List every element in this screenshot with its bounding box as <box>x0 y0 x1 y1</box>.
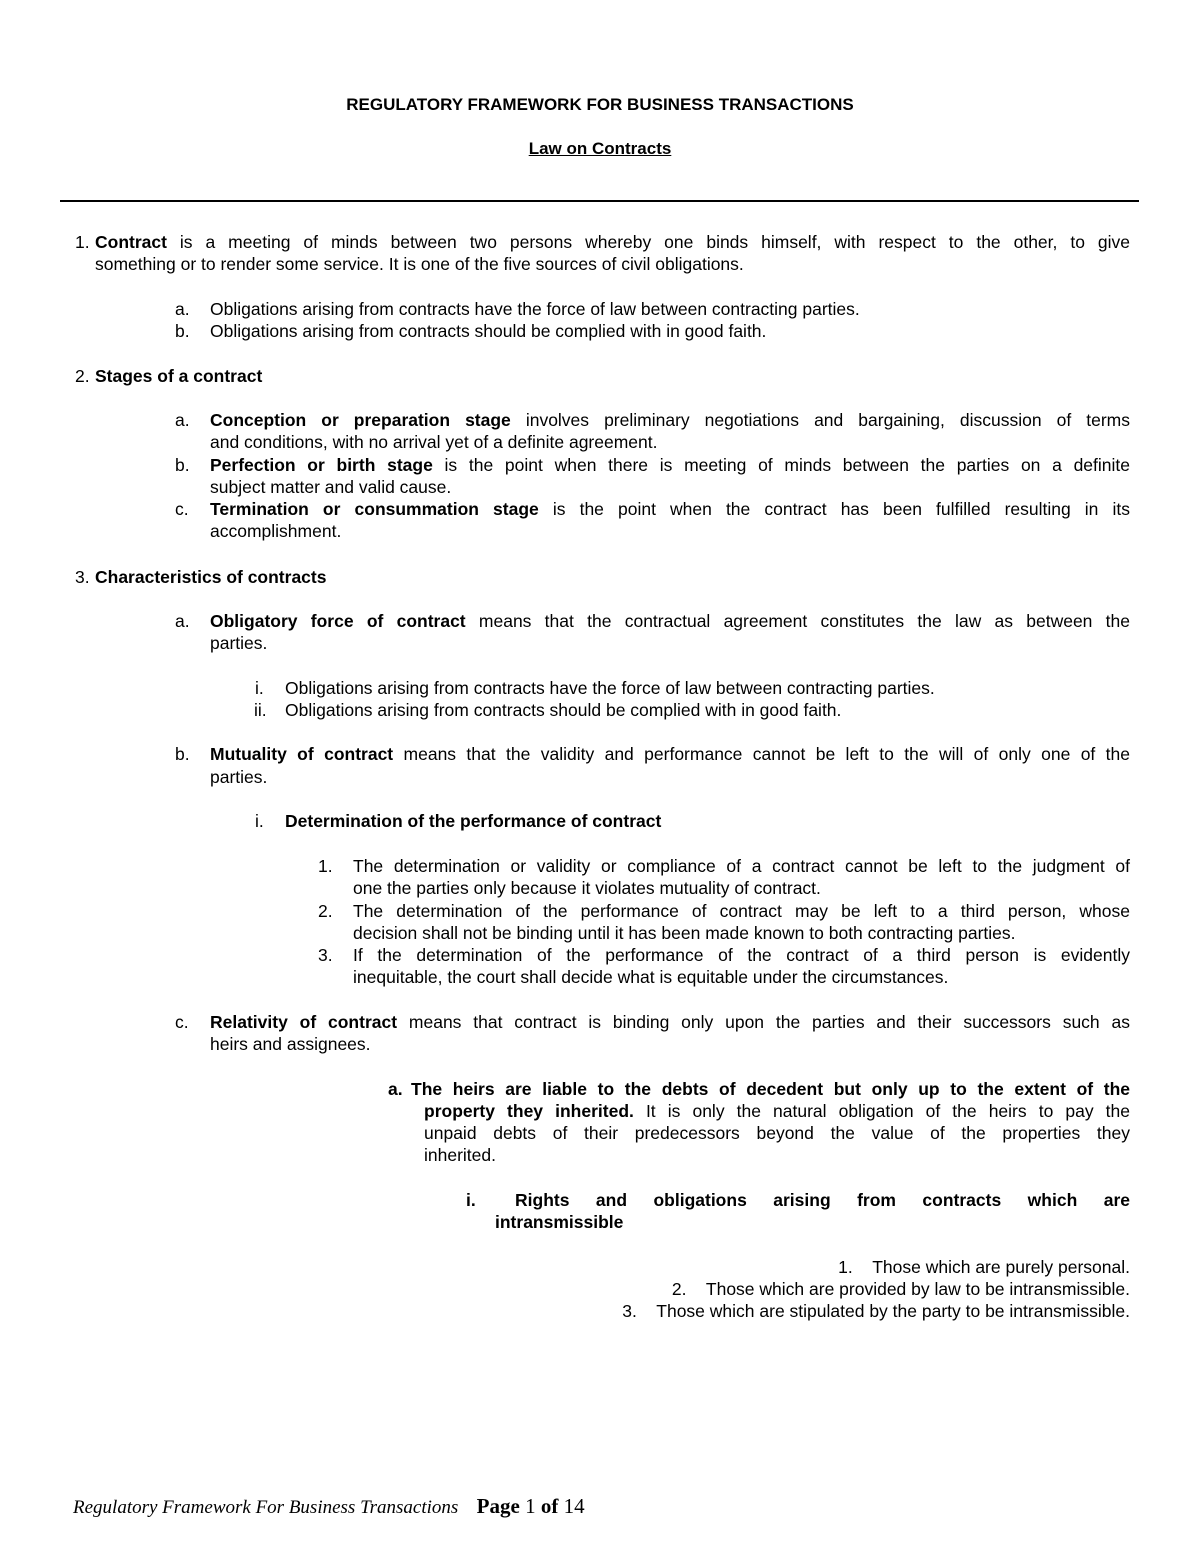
section-3-b-i-2-line2: decision shall not be binding until it has been made known to both contracting parties. <box>353 923 1016 943</box>
list-item-1-text: Those which are purely personal. <box>872 1257 1130 1277</box>
section-3-c-line1 <box>210 1012 1130 1033</box>
page-current: 1 <box>525 1494 536 1518</box>
section-3-b-marker: b. <box>175 744 190 764</box>
section-2-a-line2: and conditions, with no arrival yet of a definite agreement. <box>210 432 658 452</box>
page-number <box>477 1494 585 1518</box>
section-1-number: 1. <box>75 232 90 252</box>
section-3-heading: Characteristics of contracts <box>95 567 327 587</box>
section-3-b-i-1-line1: The determination or validity or compliance of a contract cannot be left to the judgment of <box>353 856 1130 876</box>
section-3-b-text: means that the validity and performance cannot be left to the will of only one of the <box>393 744 1130 764</box>
section-3-a-i-text: Obligations arising from contracts have the force of law between contracting parties. <box>285 678 935 698</box>
document-title: REGULATORY FRAMEWORK FOR BUSINESS TRANSACTIONS <box>346 95 854 114</box>
section-1-line1 <box>95 232 1130 253</box>
section-2-b-text: is the point when there is meeting of minds between the parties on a definite <box>432 455 1130 475</box>
section-3-a-line2: parties. <box>210 633 268 653</box>
section-3-c-a-i-marker: i. <box>466 1190 476 1210</box>
list-item-3-text: Those which are stipulated by the party to be intransmissible. <box>656 1301 1130 1321</box>
section-3-a-line1 <box>210 611 1130 632</box>
section-3-c-term: Relativity of contract <box>210 1012 398 1032</box>
section-3-b-i-2-line1: The determination of the performance of contract may be left to a third person, whose <box>353 901 1130 921</box>
section-3-b-i-1-line2: one the parties only because it violates mutuality of contract. <box>353 878 821 898</box>
list-item-2-text: Those which are provided by law to be intransmissible. <box>705 1279 1130 1299</box>
section-1-a-text: Obligations arising from contracts have the force of law between contracting parties. <box>210 299 860 319</box>
section-3-c-a-marker: a. <box>388 1079 403 1099</box>
section-2-a-marker: a. <box>175 410 190 430</box>
header-divider <box>60 200 1139 202</box>
section-3-b-i-1-marker: 1. <box>318 856 333 876</box>
section-2-heading: Stages of a contract <box>95 366 263 386</box>
section-1-b-marker: b. <box>175 321 190 341</box>
section-1-term: Contract <box>95 232 167 252</box>
section-3-c-a-text: It is only the natural obligation of the heirs to pay the <box>633 1101 1130 1121</box>
section-3-c-a-i-line1: Rights and obligations arising from contracts which are <box>515 1190 1130 1210</box>
document-subtitle: Law on Contracts <box>528 139 672 158</box>
section-3-number: 3. <box>75 567 90 587</box>
page-word: Page <box>476 1494 520 1518</box>
section-2-b-term: Perfection or birth stage <box>210 455 433 475</box>
section-1-b-text: Obligations arising from contracts should be complied with in good faith. <box>210 321 767 341</box>
section-3-b-i-3-line1: If the determination of the performance of the contract of a third person is evidently <box>353 945 1130 965</box>
section-3-b-i-2-marker: 2. <box>318 901 333 921</box>
section-3-a-i-marker: i. <box>255 678 264 698</box>
section-2-a-term: Conception or preparation stage <box>210 410 511 430</box>
section-3-b-i-3-line2: inequitable, the court shall decide what is equitable under the circumstances. <box>353 967 949 987</box>
list-item-3-marker: 3. <box>622 1301 637 1321</box>
list-item-1 <box>838 1257 1130 1278</box>
section-3-c-a-line1: The heirs are liable to the debts of decedent but only up to the extent of the <box>411 1079 1130 1099</box>
section-3-c-a-i-line2: intransmissible <box>495 1212 624 1232</box>
list-item-3 <box>622 1301 1130 1322</box>
section-3-a-text: means that the contractual agreement constitutes the law as between the <box>465 611 1130 631</box>
section-3-b-term: Mutuality of contract <box>210 744 394 764</box>
of-word: of <box>540 1494 559 1518</box>
section-2-a-text: involves preliminary negotiations and bargaining, discussion of terms <box>510 410 1131 430</box>
section-2-b-line2: subject matter and valid cause. <box>210 477 452 497</box>
section-3-b-i-3-marker: 3. <box>318 945 333 965</box>
section-2-c-term: Termination or consummation stage <box>210 499 539 519</box>
section-2-c-line2: accomplishment. <box>210 521 342 541</box>
section-3-a-term: Obligatory force of contract <box>210 611 466 631</box>
section-1-text: is a meeting of minds between two persons whereby one binds himself, with respect to the other, to give <box>166 232 1130 252</box>
list-item-1-marker: 1. <box>838 1257 853 1277</box>
page-total: 14 <box>563 1494 585 1518</box>
list-item-2-marker: 2. <box>671 1279 687 1299</box>
section-3-c-marker: c. <box>175 1012 189 1032</box>
page-footer <box>73 1494 585 1519</box>
section-3-b-line1 <box>210 744 1130 765</box>
section-1-a-marker: a. <box>175 299 190 319</box>
section-2-c-marker: c. <box>175 499 189 519</box>
section-3-c-a-line4: inherited. <box>424 1145 496 1165</box>
section-3-c-text: means that contract is binding only upon the parties and their successors such as <box>397 1012 1130 1032</box>
section-1-line2: something or to render some service. It is one of the five sources of civil obligations. <box>95 254 744 274</box>
list-item-2 <box>672 1279 1130 1300</box>
section-3-b-line2: parties. <box>210 767 268 787</box>
section-3-b-i-marker: i. <box>255 811 264 831</box>
section-3-c-line2: heirs and assignees. <box>210 1034 371 1054</box>
section-3-a-marker: a. <box>175 611 190 631</box>
section-2-c-text: is the point when the contract has been fulfilled resulting in its <box>538 499 1131 519</box>
section-2-c-line1 <box>210 499 1130 520</box>
section-2-b-line1 <box>210 455 1130 476</box>
section-3-a-ii-text: Obligations arising from contracts should be complied with in good faith. <box>285 700 842 720</box>
section-3-a-ii-marker: ii. <box>254 700 267 720</box>
section-3-c-a-line3: unpaid debts of their predecessors beyond the value of the properties they <box>424 1123 1130 1143</box>
section-2-b-marker: b. <box>175 455 190 475</box>
footer-doc-title: Regulatory Framework For Business Transactions <box>73 1497 459 1518</box>
section-3-c-a-line2 <box>424 1101 1130 1122</box>
section-3-c-a-bold: property they inherited. <box>424 1101 634 1121</box>
section-3-b-i-heading: Determination of the performance of contract <box>285 811 662 831</box>
section-2-a-line1 <box>210 410 1130 431</box>
section-2-number: 2. <box>75 366 90 386</box>
